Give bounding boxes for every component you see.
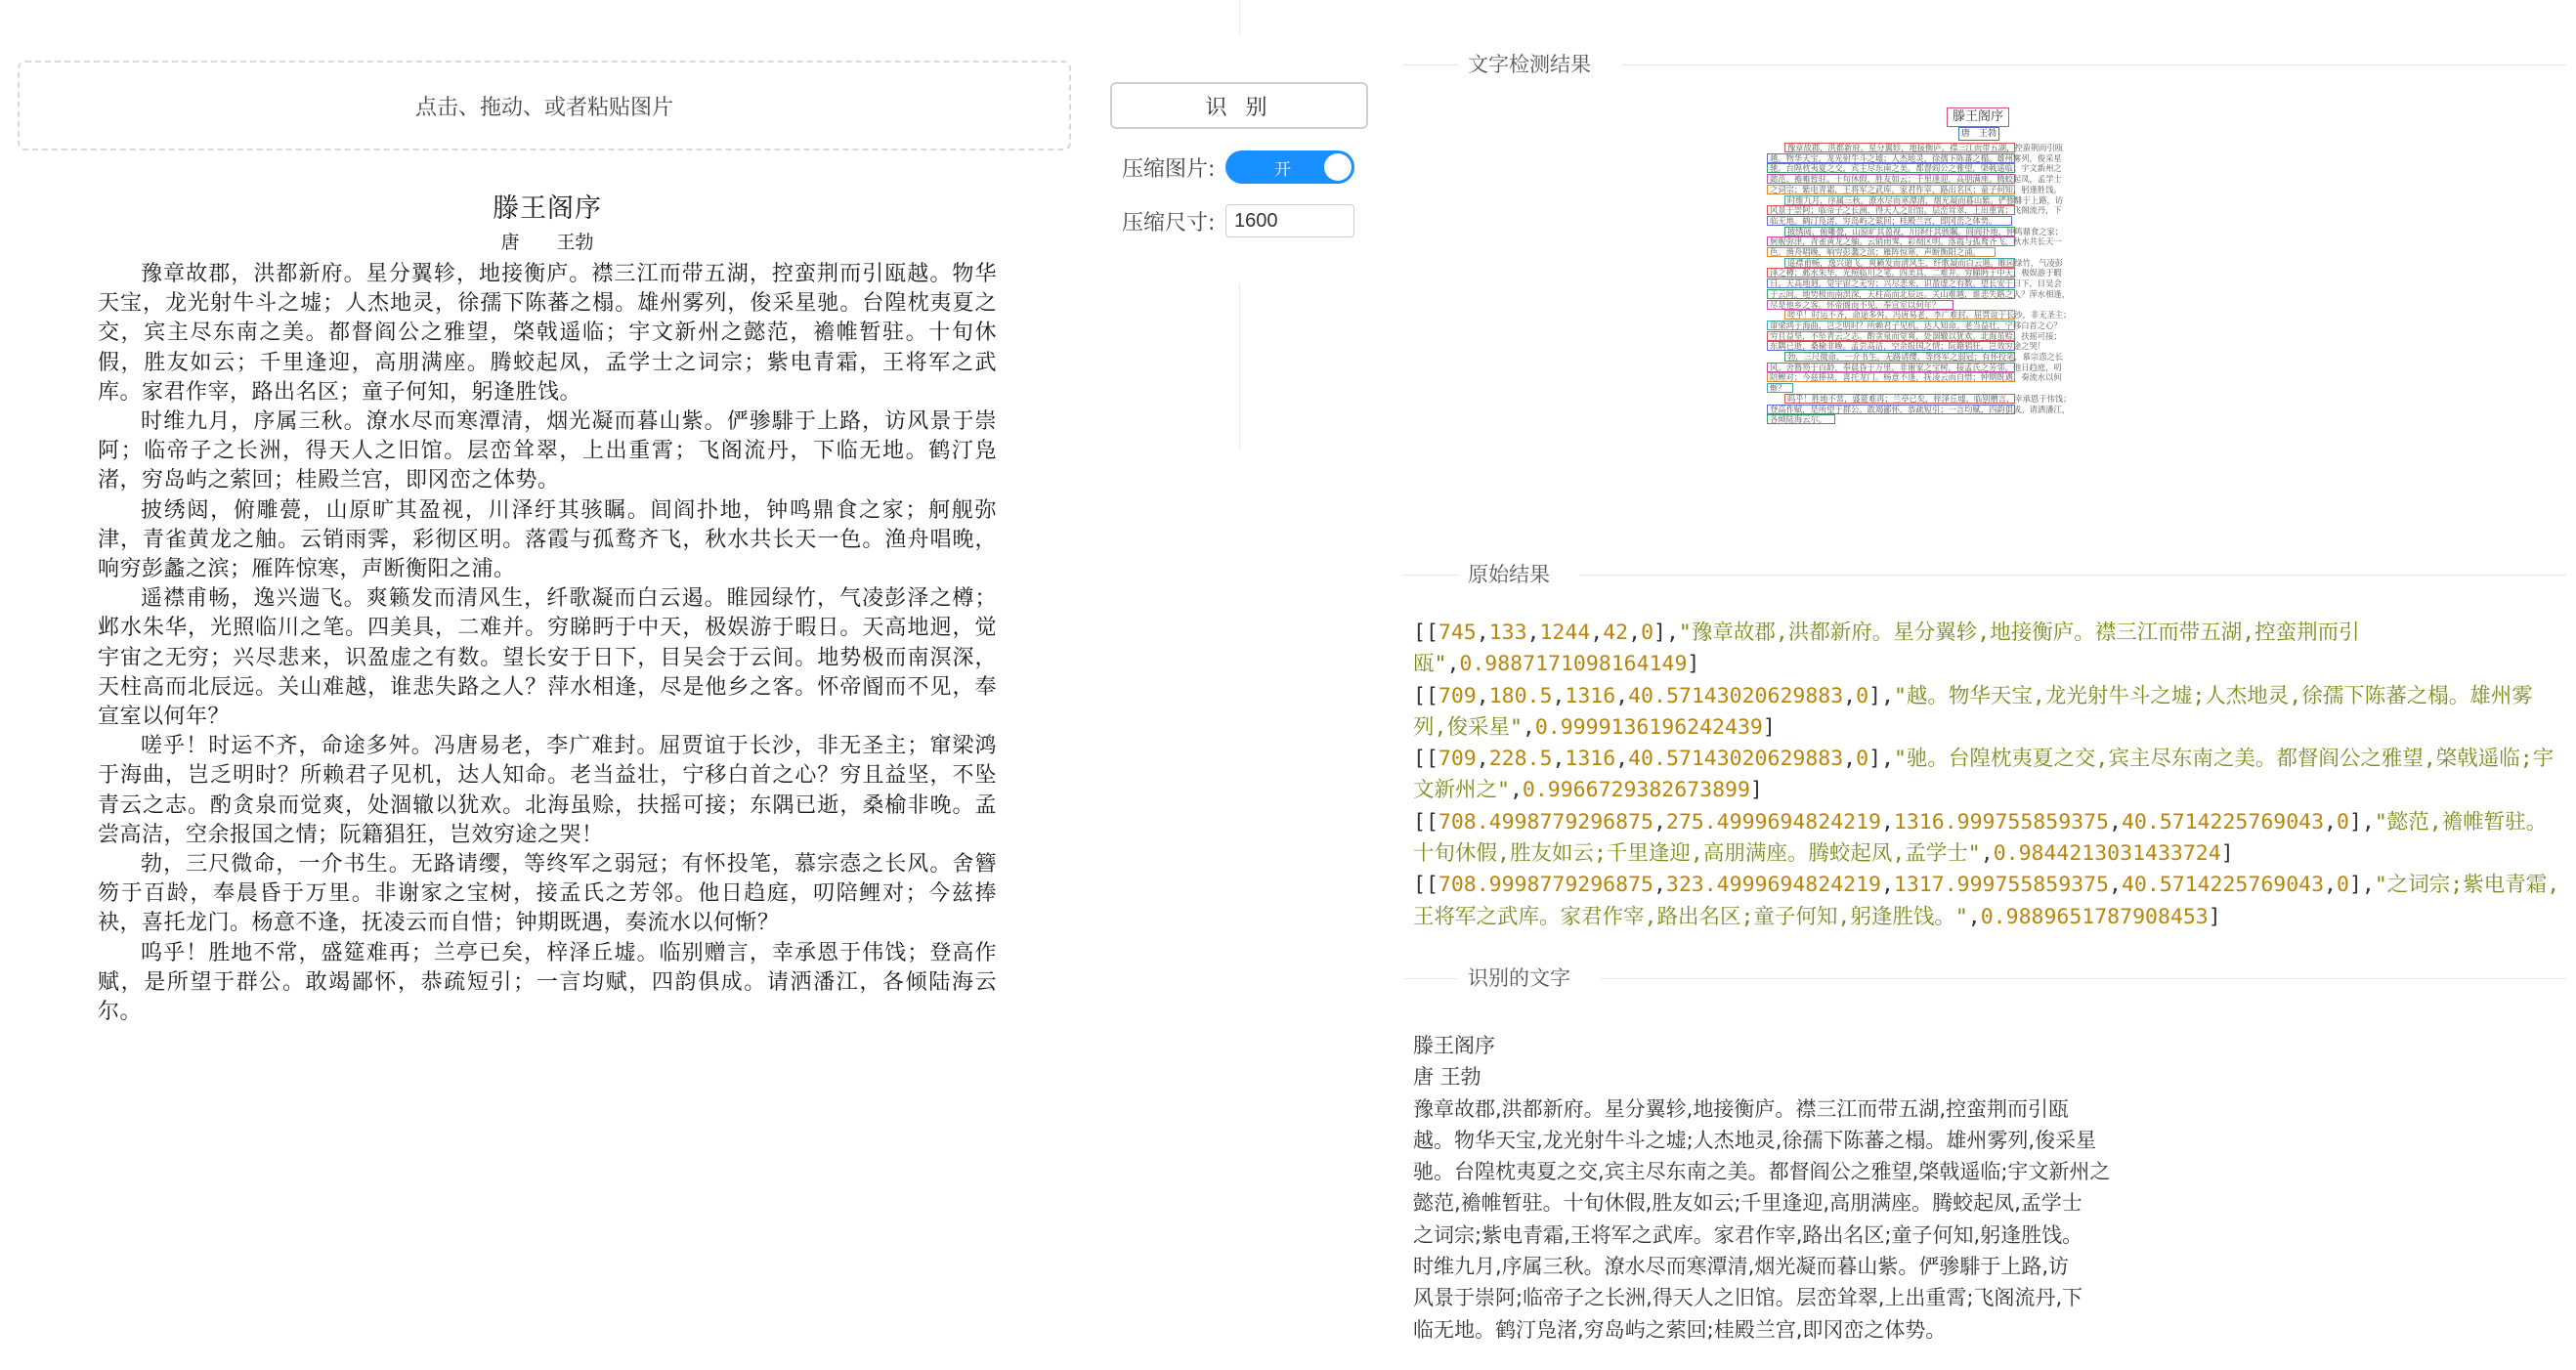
source-author: 唐 王勃	[500, 232, 594, 253]
compress-toggle[interactable]	[1225, 150, 1354, 184]
compress-label: 压缩图片:	[1122, 156, 1216, 182]
box-value: 709	[1438, 683, 1477, 708]
separator: ,	[1476, 747, 1489, 772]
detected-line-box: 穷且益坚，不坠青云之志。酌贪泉而觉爽，处涸辙以犹欢。北海虽赊，扶摇可接；	[1767, 331, 2015, 341]
separator: ],	[2348, 809, 2375, 835]
source-paragraph: 嗟乎！时运不齐，命途多舛。冯唐易老，李广难封。屈贾谊于长沙，非无圣主；窜梁鸿于海曲，岂乏明时？所赖君子见机，达人知命。老当益壮，宁移白首之心？穷且益坚，不坠青云之志。酌贪泉而觉爽，处涸辙以犹欢。北海虽赊，扶摇可接；东隅已逝，桑榆非晚。孟尝高洁，空余报国之情；阮籍猖狂，岂效穷途之哭！	[98, 734, 997, 847]
separator: ,	[2108, 873, 2122, 898]
bracket: ]	[2220, 841, 2234, 867]
divider-line	[1622, 64, 2566, 65]
box-value: 0	[2337, 809, 2349, 835]
box-value: 228.5	[1488, 747, 1553, 772]
detected-line-box: 越。物华天宝，龙光射牛斗之墟；人杰地灵，徐孺下陈蕃之榻。雄州雾列，俊采星	[1767, 153, 2015, 163]
divider-line	[1403, 64, 1458, 65]
source-title: 滕王阁序	[493, 193, 602, 224]
box-value: 709	[1438, 747, 1477, 772]
separator: ,	[1476, 621, 1489, 645]
detected-line-box: 各倾陆海云尔。	[1767, 414, 1835, 424]
separator: ,	[2324, 873, 2337, 898]
recognized-line: 越。物华天宝,龙光射牛斗之墟;人杰地灵,徐孺下陈蕃之榻。雄州雾列,俊采星	[1413, 1128, 2097, 1152]
separator: ,	[1615, 683, 1629, 708]
divider-line	[1601, 978, 2566, 979]
separator: ,	[1980, 841, 1994, 867]
box-value: 1317.999755859375	[1893, 873, 2109, 898]
detected-line-box: 临无地。鹤汀凫渚，穷岛屿之萦回；桂殿兰宫，即冈峦之体势。	[1767, 216, 2012, 226]
detected-line-box: 遥襟甫畅，逸兴遄飞。爽籁发而清风生，纤歌凝而白云遏。睢园绿竹，气凌彭	[1784, 258, 2015, 268]
box-value: 0	[1856, 683, 1869, 708]
box-value: 1316.999755859375	[1893, 809, 2109, 835]
detected-line-box: 于云间。地势极而南溟深，天柱高而北辰远。关山难越，谁悲失路之人？萍水相逢，	[1767, 289, 2015, 299]
detected-line-box: 窜梁鸿于海曲，岂乏明时？所赖君子见机，达人知命。老当益壮，宁移白首之心？	[1767, 321, 2015, 330]
detected-line-box: 豫章故郡，洪都新府。星分翼轸，地接衡庐。襟三江而带五湖，控蛮荆而引瓯	[1784, 143, 2015, 152]
separator: ,	[1628, 621, 1642, 645]
source-paragraphs	[98, 260, 997, 1027]
size-label: 压缩尺寸:	[1122, 210, 1216, 235]
vertical-divider	[1239, 0, 1240, 35]
separator: ,	[1843, 683, 1857, 708]
separator: ,	[1526, 621, 1540, 645]
recognized-line: 豫章故郡,洪都新府。星分翼轸,地接衡庐。襟三江而带五湖,控蛮荆而引瓯	[1413, 1096, 2070, 1121]
box-value: 40.5714225769043	[2121, 809, 2325, 835]
bracket: ]	[1687, 652, 1700, 677]
detected-line-box: 色。渔舟唱晚，响穷彭蠡之滨；雁阵惊寒，声断衡阳之浦。	[1767, 247, 1996, 257]
detected-line-box: 东隅已逝，桑榆非晚。孟尝高洁，空余报国之情；阮籍猖狂，岂效穷途之哭！	[1767, 341, 2015, 351]
source-paragraph: 勃，三尺微命，一介书生。无路请缨，等终军之弱冠；有怀投笔，慕宗悫之长风。舍簪笏于百龄，奉晨昏于万里。非谢家之宝树，接孟氏之芳邻。他日趋庭，叨陪鲤对；今兹捧袂，喜托龙门。杨意不逢，抚凌云而自惜；钟期既遇，奏流水以何惭？	[98, 852, 997, 936]
divider-line	[1579, 575, 2566, 576]
confidence-score: 0.9887171098164149	[1459, 652, 1688, 677]
bracket: [[	[1413, 747, 1438, 772]
raw-result-item	[1413, 807, 2566, 871]
recognized-text	[1413, 1030, 2566, 1346]
separator: ,	[1446, 652, 1460, 677]
bracket: [[	[1413, 683, 1438, 708]
box-value: 0	[1856, 747, 1869, 772]
detected-line-box: 日。天高地迥，觉宇宙之无穷；兴尽悲来，识盈虚之有数。望长安于日下，目吴会	[1767, 278, 2015, 288]
confidence-score: 0.9844213031433724	[1993, 841, 2221, 867]
detected-line-box: 呜乎！胜地不常，盛筵难再；兰亭已矣，梓泽丘墟。临别赠言，幸承恩于伟饯；	[1784, 394, 2015, 404]
ocr-section-header	[1403, 965, 2566, 991]
detected-title-box: 滕王阁序	[1947, 107, 2009, 127]
detected-line-box: 陪鲤对；今兹捧袂，喜托龙门。杨意不逢，抚凌云而自惜；钟期既遇，奏流水以何	[1767, 372, 2015, 382]
detected-line-box: 舸舰弥津，青雀黄龙之舳。云销雨霁，彩彻区明。落霞与孤鹜齐飞，秋水共长天一	[1767, 236, 2015, 246]
box-value: 708.4998779296875	[1438, 809, 1653, 835]
separator: ,	[1590, 621, 1604, 645]
detected-line-box: 时维九月，序属三秋。潦水尽而寒潭清，烟光凝而暮山紫。俨骖騑于上路，访	[1784, 195, 2015, 205]
detected-line-box: 泽之樽；邺水朱华，光照临川之笔。四美具，二难并。穷睇眄于中天，极娱游于暇	[1767, 268, 2015, 278]
toggle-knob	[1324, 153, 1352, 181]
detected-line-box: 之词宗；紫电青霜，王将军之武库。家君作宰，路出名区；童子何知，躬逢胜饯。	[1767, 185, 2015, 194]
separator: ,	[1552, 683, 1566, 708]
detected-line-box: 懿范，襜帷暂驻。十旬休假，胜友如云；千里逢迎，高朋满座。腾蛟起凤，孟学士	[1767, 174, 2015, 184]
raw-result-item	[1413, 681, 2566, 745]
size-option-row	[1122, 204, 1354, 237]
bracket: ]	[1749, 778, 1763, 803]
recognized-line: 之词宗;紫电青霜,王将军之武库。家君作宰,路出名区;童子何知,躬逢胜饯。	[1413, 1222, 2083, 1247]
box-value: 708.9998779296875	[1438, 873, 1653, 898]
recognized-line: 驰。台隍枕夷夏之交,宾主尽东南之美。都督阎公之雅望,棨戟遥临;宇文新州之	[1413, 1160, 2111, 1184]
box-value: 42	[1603, 621, 1629, 645]
recognized-line: 临无地。鹤汀凫渚,穷岛屿之萦回;桂殿兰宫,即冈峦之体势。	[1413, 1317, 1947, 1342]
detection-section-header	[1403, 52, 2566, 77]
result-text: "豫章故郡,洪都新府。星分翼轸,地接衡庐。襟三江而带五湖,控蛮荆而引瓯"	[1413, 621, 2360, 677]
separator: ,	[1653, 873, 1666, 898]
box-value: 1244	[1539, 621, 1591, 645]
detected-line-box: 尽是他乡之客。怀帝阍而不见，奉宣室以何年？	[1767, 300, 1953, 310]
box-value: 745	[1438, 621, 1477, 645]
vertical-divider	[1239, 283, 1240, 450]
separator: ,	[1509, 778, 1523, 803]
bracket: [[	[1413, 621, 1438, 645]
box-value: 275.4999694824219	[1665, 809, 1881, 835]
source-paragraph: 豫章故郡，洪都新府。星分翼轸，地接衡庐。襟三江而带五湖，控蛮荆而引瓯越。物华天宝，龙光射牛斗之墟；人杰地灵，徐孺下陈蕃之榻。雄州雾列，俊采星驰。台隍枕夷夏之交，宾主尽东南之美。都督阎公之雅望，棨戟遥临；宇文新州之懿范，襜帷暂驻。十旬休假，胜友如云；千里逢迎，高朋满座。腾蛟起凤，孟学士之词宗；紫电青霜，王将军之武库。家君作宰，路出名区；童子何知，躬逢胜饯。	[98, 262, 997, 405]
box-value: 1316	[1565, 683, 1616, 708]
detected-author-box: 唐 王勃	[1958, 127, 1999, 141]
confidence-score: 0.9999136196242439	[1534, 714, 1763, 740]
compress-toggle-text: 开	[1274, 160, 1291, 180]
separator: ,	[1843, 747, 1857, 772]
recognize-button[interactable]: 识 别	[1110, 82, 1368, 129]
raw-results-json	[1413, 618, 2566, 933]
size-input[interactable]	[1225, 204, 1354, 237]
divider-line	[1403, 978, 1458, 979]
detected-line-box: 惭？	[1767, 383, 1793, 393]
separator: ,	[1522, 714, 1535, 740]
separator: ,	[1552, 747, 1566, 772]
separator: ,	[1615, 747, 1629, 772]
recognized-line: 滕王阁序	[1413, 1034, 1495, 1057]
result-text: "懿范,襜帷暂驻。十旬休假,胜友如云;千里逢迎,高朋满座。腾蛟起凤,孟学士"	[1413, 809, 2548, 867]
detected-line-box: 风。舍簪笏于百龄，奉晨昏于万里。非谢家之宝树，接孟氏之芳邻。他日趋庭，叨	[1767, 363, 2015, 372]
recognized-line: 唐 王勃	[1413, 1065, 1481, 1090]
separator: ],	[1868, 747, 1894, 772]
detected-line-box: 勃，三尺微命，一介书生。无路请缨，等终军之弱冠；有怀投笔，慕宗悫之长	[1784, 352, 2015, 362]
source-paragraph: 时维九月，序属三秋。潦水尽而寒潭清，烟光凝而暮山紫。俨骖騑于上路，访风景于崇阿；临帝子之长洲，得天人之旧馆。层峦耸翠，上出重霄；飞阁流丹，下临无地。鹤汀凫渚，穷岛屿之萦回；桂殿兰宫，即冈峦之体势。	[98, 409, 997, 493]
raw-result-item	[1413, 744, 2566, 807]
recognized-line: 风景于崇阿;临帝子之长洲,得天人之旧馆。层峦耸翠,上出重霄;飞阁流丹,下	[1413, 1286, 2083, 1310]
upload-placeholder-text: 点击、拖动、或者粘贴图片	[414, 95, 673, 120]
recognized-line: 懿范,襜帷暂驻。十旬休假,胜友如云;千里逢迎,高朋满座。腾蛟起凤,孟学士	[1413, 1191, 2082, 1216]
box-value: 40.57143020629883	[1628, 683, 1844, 708]
box-value: 40.57143020629883	[1628, 747, 1844, 772]
separator: ],	[2348, 873, 2375, 898]
source-image-preview	[98, 186, 997, 1055]
result-text: "越。物华天宝,龙光射牛斗之墟;人杰地灵,徐孺下陈蕃之榻。雄州雾列,俊采星"	[1413, 683, 2533, 740]
raw-result-item	[1413, 618, 2566, 681]
separator: ,	[1653, 809, 1666, 835]
detected-line-box: 登高作赋，是所望于群公。敢竭鄙怀，恭疏短引；一言均赋，四韵俱成。请洒潘江，	[1767, 405, 2015, 414]
box-value: 40.5714225769043	[2121, 873, 2325, 898]
source-paragraph: 遥襟甫畅，逸兴遄飞。爽籁发而清风生，纤歌凝而白云遏。睢园绿竹，气凌彭泽之樽；邺水朱华，光照临川之笔。四美具，二难并。穷睇眄于中天，极娱游于暇日。天高地迥，觉宇宙之无穷；兴尽悲来，识盈虚之有数。望长安于日下，目吴会于云间。地势极而南溟深，天柱高而北辰远。关山难越，谁悲失路之人？萍水相逢，尽是他乡之客。怀帝阍而不见，奉宣室以何年？	[98, 586, 997, 730]
box-value: 1316	[1565, 747, 1616, 772]
box-value: 0	[2337, 873, 2349, 898]
bracket: ]	[1762, 714, 1776, 740]
separator: ],	[1868, 683, 1894, 708]
detected-line-box: 披绣闼，俯雕甍，山原旷其盈视，川泽纡其骇瞩。闾阎扑地，钟鸣鼎食之家；	[1784, 227, 2015, 236]
confidence-score: 0.9889651787908453	[1980, 904, 2209, 929]
separator: ,	[1967, 904, 1981, 929]
confidence-score: 0.9966729382673899	[1522, 778, 1750, 803]
raw-heading: 原始结果	[1468, 563, 1550, 586]
box-value: 133	[1488, 621, 1527, 645]
ocr-heading: 识别的文字	[1468, 966, 1570, 990]
separator: ,	[2324, 809, 2337, 835]
detection-heading: 文字检测结果	[1468, 53, 1591, 76]
bracket: [[	[1413, 809, 1438, 835]
separator: ,	[2108, 809, 2122, 835]
divider-line	[1403, 575, 1458, 576]
raw-section-header	[1403, 562, 2566, 587]
result-text: "驰。台隍枕夷夏之交,宾主尽东南之美。都督阎公之雅望,棨戟遥临;宇文新州之"	[1413, 747, 2555, 803]
compress-option-row	[1122, 150, 1354, 184]
source-paragraph: 披绣闼，俯雕甍，山原旷其盈视，川泽纡其骇瞩。闾阎扑地，钟鸣鼎食之家；舸舰弥津，青雀黄龙之舳。云销雨霁，彩彻区明。落霞与孤鹜齐飞，秋水共长天一色。渔舟唱晚，响穷彭蠡之滨；雁阵惊寒，声断衡阳之浦。	[98, 497, 997, 582]
recognized-line: 时维九月,序属三秋。潦水尽而寒潭清,烟光凝而暮山紫。俨骖騑于上路,访	[1413, 1255, 2070, 1279]
bracket: ]	[2208, 904, 2221, 929]
raw-result-item	[1413, 870, 2566, 933]
separator: ,	[1476, 683, 1489, 708]
source-paragraph: 呜乎！胜地不常，盛筵难再；兰亭已矣，梓泽丘墟。临别赠言，幸承恩于伟饯；登高作赋，是所望于群公。敢竭鄙怀，恭疏短引；一言均赋，四韵俱成。请洒潘江，各倾陆海云尔。	[98, 940, 997, 1025]
separator: ,	[1880, 873, 1894, 898]
result-text: "之词宗;紫电青霜,王将军之武库。家君作宰,路出名区;童子何知,躬逢胜饯。"	[1413, 873, 2560, 929]
box-value: 180.5	[1488, 683, 1553, 708]
separator: ],	[1653, 621, 1679, 645]
detected-line-box: 嗟乎！时运不齐，命途多舛。冯唐易老，李广难封。屈贾谊于长沙，非无圣主；	[1784, 310, 2015, 320]
image-upload-dropzone[interactable]	[18, 61, 1071, 150]
box-value: 0	[1641, 621, 1654, 645]
box-value: 323.4999694824219	[1665, 873, 1881, 898]
separator: ,	[1880, 809, 1894, 835]
bracket: [[	[1413, 873, 1438, 898]
detected-line-box: 驰。台隍枕夷夏之交，宾主尽东南之美。都督阎公之雅望，棨戟遥临；宇文新州之	[1767, 163, 2015, 173]
detection-result-image	[1765, 104, 2195, 539]
detected-line-box: 风景于崇阿；临帝子之长洲，得天人之旧馆。层峦耸翠，上出重霄；飞阁流丹，下	[1767, 205, 2015, 215]
